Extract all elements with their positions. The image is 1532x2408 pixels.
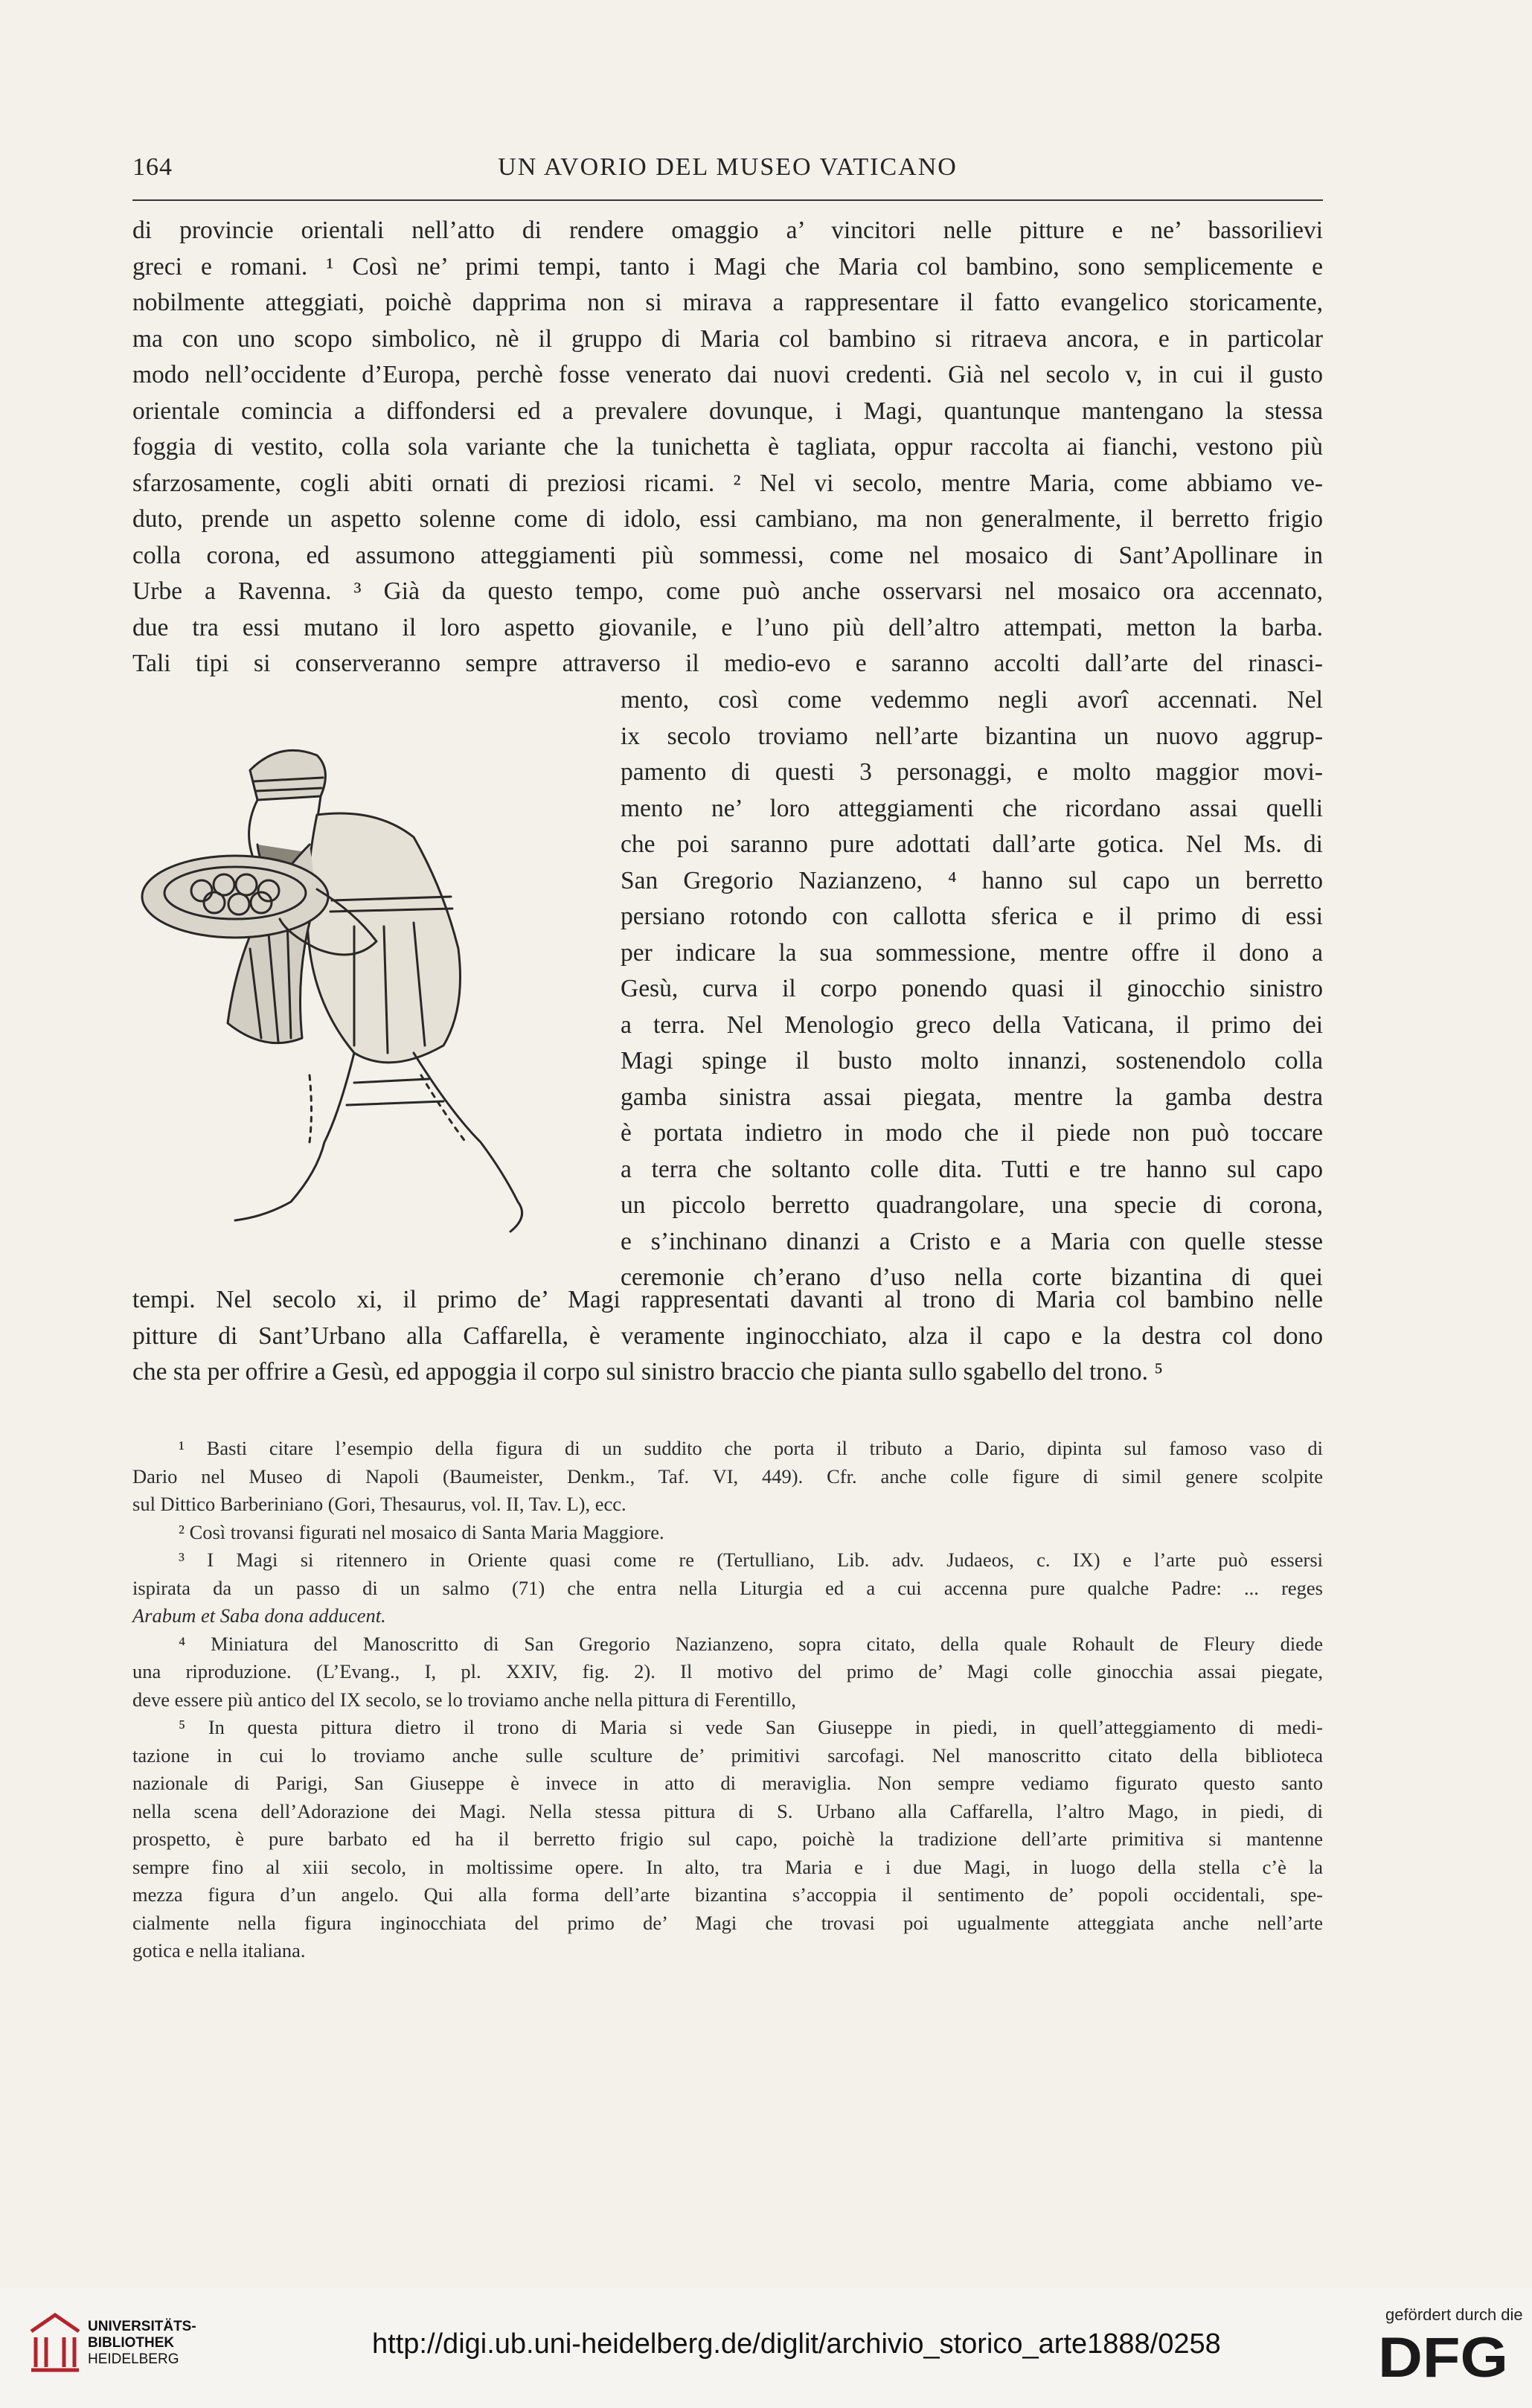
library-name-line: UNIVERSITÄTS-	[88, 2319, 196, 2334]
text-line: persiano rotondo con callotta sferica e il primo di essi	[621, 903, 1323, 930]
text-line: Tali tipi si conserveranno sempre attraverso il medio-evo e saranno accolti dall’arte del rinasci-	[132, 650, 1323, 677]
text-line: che sta per offrire a Gesù, ed appoggia il corpo sul sinistro braccio che pianta sullo sgabello del trono. ⁵	[132, 1358, 1164, 1386]
footnote-line: sul Dittico Barberiniano (Gori, Thesaurus, vol. II, Tav. L), ecc.	[132, 1493, 626, 1515]
footnote-line: ispirata da un passo di un salmo (71) che entra nella Liturgia ed a cui accenna pure qualche Padre: ... reges	[132, 1576, 1323, 1599]
body-text-beside-figure	[621, 682, 1323, 1296]
footnote-line: Dario nel Museo di Napoli (Baumeister, Denkm., Taf. VI, 449). Cfr. anche colle figure di simil genere scolpite	[132, 1464, 1323, 1488]
text-line: modo nell’occidente d’Europa, perchè fosse venerato dai nuovi credenti. Già nel secolo v, in cui il gusto	[132, 361, 1323, 388]
library-name-line: BIBLIOTHEK	[88, 2335, 175, 2351]
text-line: per indicare la sua sommessione, mentre offre il dono a	[621, 938, 1323, 967]
text-line: che poi saranno pure adottati dall’arte gotica. Nel Ms. di	[621, 830, 1323, 858]
text-line: due tra essi mutano il loro aspetto giovanile, e l’uno più dell’altro attempati, metton la barba.	[132, 613, 1323, 641]
text-line: a terra che soltanto colle dita. Tutti e tre hanno sul capo	[621, 1155, 1323, 1183]
footnote-line: Arabum et Saba dona adducent.	[132, 1604, 386, 1627]
footnote-3	[132, 1546, 1323, 1630]
text-line: mento ne’ loro atteggiamenti che ricordano assai quelli	[621, 794, 1323, 822]
text-line: gamba sinistra assai piegata, mentre la gamba destra	[621, 1083, 1323, 1111]
library-name	[88, 2319, 196, 2368]
text-line: Magi spinge il busto molto innanzi, sostenendolo colla	[621, 1047, 1323, 1075]
footnote-2	[132, 1519, 1323, 1547]
footnote-line: gotica e nella italiana.	[132, 1939, 306, 1962]
running-head	[132, 153, 1323, 190]
text-line: sfarzosamente, cogli abiti ornati di preziosi ricami. ² Nel vi secolo, mentre Maria, come abbiamo ve-	[132, 469, 1323, 497]
text-line: nobilmente atteggiati, poichè dapprima non si mirava a rappresentare il fatto evangelico storicamente,	[132, 289, 1323, 316]
permalink-url[interactable]: http://digi.ub.uni-heidelberg.de/diglit/archivio_storico_arte1888/0258	[372, 2328, 1221, 2360]
running-title: UN AVORIO DEL MUSEO VATICANO	[498, 153, 958, 181]
ub-heidelberg-logo[interactable]	[25, 2309, 85, 2373]
dfg-logo-text: DFG	[1378, 2329, 1508, 2383]
text-line: e s’inchinano dinanzi a Cristo e a Maria con quelle stesse	[621, 1227, 1323, 1255]
text-line: San Gregorio Nazianzeno, ⁴ hanno sul capo un berretto	[621, 866, 1323, 894]
text-line: orientale comincia a diffondersi ed a prevalere dovunque, i Magi, quantunque mantengano la stessa	[132, 397, 1323, 425]
funding-caption: gefördert durch die	[1385, 2305, 1523, 2324]
footnote-line: ⁴ Miniatura del Manoscritto di San Gregorio Nazianzeno, sopra citato, della quale Rohault de Fleury diede	[179, 1632, 1323, 1655]
footnote-line: sempre fino al xiii secolo, in moltissime opere. In alto, tra Maria e i due Magi, in luogo della stella c’è la	[132, 1855, 1323, 1878]
library-name-line: HEIDELBERG	[88, 2351, 179, 2367]
text-line: è portata indietro in modo che il piede non può toccare	[621, 1119, 1323, 1147]
body-text-top	[132, 213, 1323, 682]
footnote-line: mezza figura d’un angelo. Qui alla forma dell’arte bizantina s’accoppia il sentimento de’ popoli occidentali, spe-	[132, 1883, 1323, 1906]
footnote-4	[132, 1630, 1323, 1714]
magus-offering-gifts-illustration	[131, 726, 607, 1254]
footnotes	[132, 1435, 1323, 1965]
text-line: pitture di Sant’Urbano alla Caffarella, è veramente inginocchiato, alza il capo e la destra col dono	[132, 1322, 1323, 1350]
footnote-line: deve essere più antico del IX secolo, se lo troviamo anche nella pittura di Ferentillo,	[132, 1688, 796, 1711]
text-line: duto, prende un aspetto solenne come di idolo, essi cambiano, ma non generalmente, il berretto frigio	[132, 505, 1323, 533]
footnote-line: ¹ Basti citare l’esempio della figura di un suddito che porta il tributo a Dario, dipinta sul famoso vaso di	[179, 1437, 1323, 1459]
text-line: Gesù, curva il corpo ponendo quasi il ginocchio sinistro	[621, 975, 1323, 1002]
footnote-5	[132, 1714, 1323, 1965]
text-line: a terra. Nel Menologio greco della Vaticana, il primo dei	[621, 1011, 1323, 1039]
text-line: colla corona, ed assumono atteggiamenti più sommessi, come nel mosaico di Sant’Apollinare in	[132, 541, 1323, 569]
footnote-line: tazione in cui lo troviamo anche sulle sculture de’ primitivi sarcofagi. Nel manoscritto citato della biblioteca	[132, 1743, 1323, 1767]
header-rule	[132, 199, 1323, 201]
text-line: ma con uno scopo simbolico, nè il gruppo di Maria col bambino si ritraeva ancora, e in particolar	[132, 324, 1323, 353]
footnote-line: ³ I Magi si ritennero in Oriente quasi come re (Tertulliano, Lib. adv. Judaeos, c. IX) e l’arte può essersi	[179, 1549, 1323, 1571]
footnote-line: nella scena dell’Adorazione dei Magi. Nella stessa pittura di S. Urbano alla Caffarella, l’altro Mago, in piedi, di	[132, 1799, 1323, 1822]
footnote-1	[132, 1435, 1323, 1519]
text-line: foggia di vestito, colla sola variante che la tunichetta è tagliata, oppur raccolta ai fianchi, vestono più	[132, 433, 1323, 461]
dfg-logo[interactable]	[1378, 2329, 1512, 2383]
text-line: di provincie orientali nell’atto di rendere omaggio a’ vincitori nelle pitture e ne’ bassorilievi	[132, 217, 1323, 244]
footnote-line: nazionale di Parigi, San Giuseppe è invece in atto di meraviglia. Non sempre vediamo figurato questo santo	[132, 1772, 1323, 1794]
text-line: Urbe a Ravenna. ³ Già da questo tempo, come può anche osservarsi nel mosaico ora accennato,	[132, 577, 1323, 605]
footnote-line: ⁵ In questa pittura dietro il trono di Maria si vede San Giuseppe in piedi, in quell’atteggiamento di medi-	[179, 1716, 1323, 1738]
text-line: tempi. Nel secolo xi, il primo de’ Magi rappresentati davanti al trono di Maria col bambino nelle	[132, 1286, 1323, 1313]
page-number: 164	[132, 153, 173, 181]
footnote-line: prospetto, è pure barbato ed ha il berretto frigio sul capo, poichè la tradizione dell’arte primitiva si mantenne	[132, 1828, 1323, 1850]
text-line: pamento di questi 3 personaggi, e molto maggior movi-	[621, 758, 1323, 786]
text-line: ix secolo troviamo nell’arte bizantina un nuovo aggrup-	[621, 722, 1323, 750]
footnote-line: cialmente nella figura inginocchiata del primo de’ Magi che trovasi poi ugualmente atteggiata anche nell’arte	[132, 1911, 1323, 1934]
text-line: mento, così come vedemmo negli avorî accennati. Nel	[621, 686, 1323, 714]
footnote-line: una riproduzione. (L’Evang., I, pl. XXIV, fig. 2). Il motivo del primo de’ Magi colle ginocchia assai piegate,	[132, 1660, 1323, 1682]
text-line: un piccolo berretto quadrangolare, una specie di corona,	[621, 1191, 1323, 1219]
footnote-line: ² Così trovansi figurati nel mosaico di Santa Maria Maggiore.	[179, 1520, 664, 1543]
text-line: ceremonie ch’erano d’uso nella corte bizantina di quei	[621, 1264, 1323, 1291]
text-line: greci e romani. ¹ Così ne’ primi tempi, tanto i Magi che Maria col bambino, sono semplicemente e	[132, 252, 1323, 281]
body-text-bottom	[132, 1282, 1323, 1391]
